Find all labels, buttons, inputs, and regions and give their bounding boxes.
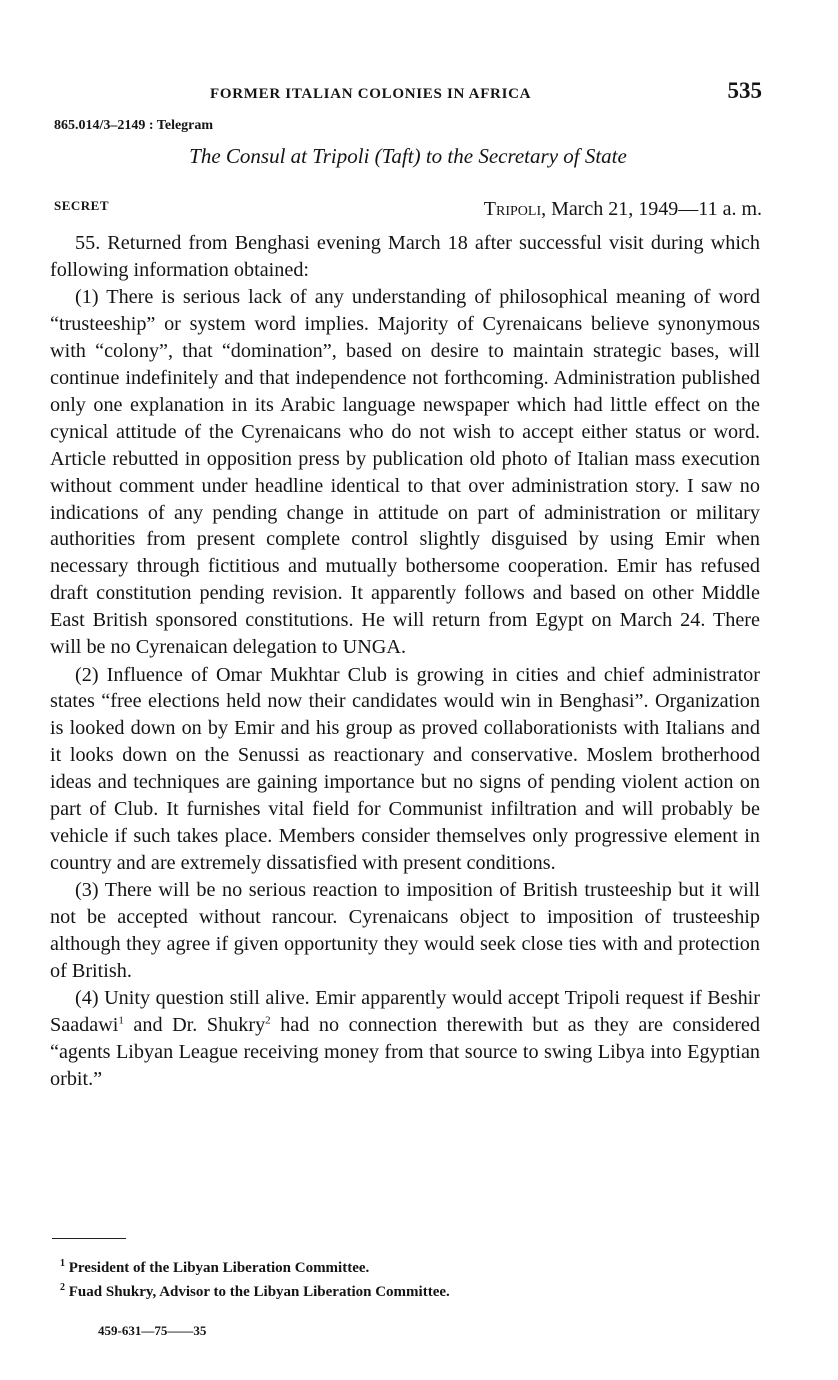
printer-code: 459-631—75——35 xyxy=(98,1323,207,1338)
paragraph-intro: 55. Returned from Benghasi evening March 18 after successful visit during which following information obtained: xyxy=(50,232,760,281)
document-heading: The Consul at Tripoli (Taft) to the Secretary of State xyxy=(189,144,627,168)
paragraph-2: (2) Influence of Omar Mukhtar Club is growing in cities and chief administrator states “free elections held now their candidates would win in Benghasi”. Organization is looked down on by Emir and his group as proved collaborationists with Italians and it looks down on the Senussi as reactionary and conservative. Moslem brotherhood ideas and techniques are gaining importance but no signs of pending violent action on part of Club. It furnishes vital field for Communist infiltration and will probably be vehicle if such takes place. Members consider themselves only progressive element in country and are extremely dissatisfied with present conditions. xyxy=(50,663,760,874)
paragraph-4-text-b: and Dr. Shukry xyxy=(123,1014,266,1037)
dateline xyxy=(484,198,762,221)
paragraph-4 xyxy=(50,985,760,1093)
file-number: 865.014/3–2149 : Telegram xyxy=(54,118,214,133)
footnote-marker: 2 xyxy=(60,1282,65,1293)
telegram-body xyxy=(50,230,760,1094)
paragraph-3: (3) There will be no serious reaction to imposition of British trusteeship but it will not be accepted without rancour. Cyrenaicans object to imposition of trusteeship although they agree if given opportunity they would seek close ties with and protection of British. xyxy=(50,879,760,982)
footnote-1 xyxy=(60,1254,638,1278)
footnote-text: Fuad Shukry, Advisor to the Libyan Liberation Committee. xyxy=(68,1284,450,1300)
paragraph-4-text-a: (4) Unity question still alive. Emir apparently would accept Tripoli request if Beshir Saadawi xyxy=(50,987,760,1037)
footnotes xyxy=(60,1254,638,1302)
paragraph-1: (1) There is serious lack of any understanding of philosophical meaning of word “trusteeship” or system word implies. Majority of Cyrenaicans believe synonymous with “colony”, that “domination”, based on desire to maintain strategic bases, will continue indefinitely and that independence not forthcoming. Administration published only one explanation in its Arabic language newspaper which had little effect on the cynical attitude of the Cyrenaicans who do not wish to accept either status or word. Article rebutted in opposition press by publication old photo of Italian mass execution without comment under headline identical to that over administration story. I saw no indications of any pending change in attitude on part of administration or military authorities from present complete control slightly disguised by using Emir when necessary through fictitious and mutually bothersome cooperation. Emir has refused draft constitution pending revision. It apparently follows and based on other Middle East British sponsored constitutions. He will return from Egypt on March 24. There will be no Cyrenaican delegation to UNGA. xyxy=(50,286,760,659)
running-title: FORMER ITALIAN COLONIES IN AFRICA xyxy=(210,86,532,102)
dateline-place: Tripoli, xyxy=(483,198,547,220)
page-number: 535 xyxy=(727,78,762,103)
running-head xyxy=(210,78,762,104)
paragraph-4-text-c: had no connection therewith but as they are considered “agents Libyan League receiving money from that source to swing Libya into Egyptian orbit.” xyxy=(50,1014,760,1091)
footnote-ref-1[interactable]: 1 xyxy=(118,1014,124,1027)
dateline-date: March 21, 1949—11 a. m. xyxy=(546,198,762,220)
classification-label: SECRET xyxy=(54,198,110,213)
footnote-2 xyxy=(60,1278,638,1302)
footnote-ref-2[interactable]: 2 xyxy=(265,1014,271,1027)
footnote-divider xyxy=(52,1238,126,1239)
footnote-marker: 1 xyxy=(60,1258,65,1269)
footnote-text: President of the Libyan Liberation Committee. xyxy=(68,1260,370,1276)
